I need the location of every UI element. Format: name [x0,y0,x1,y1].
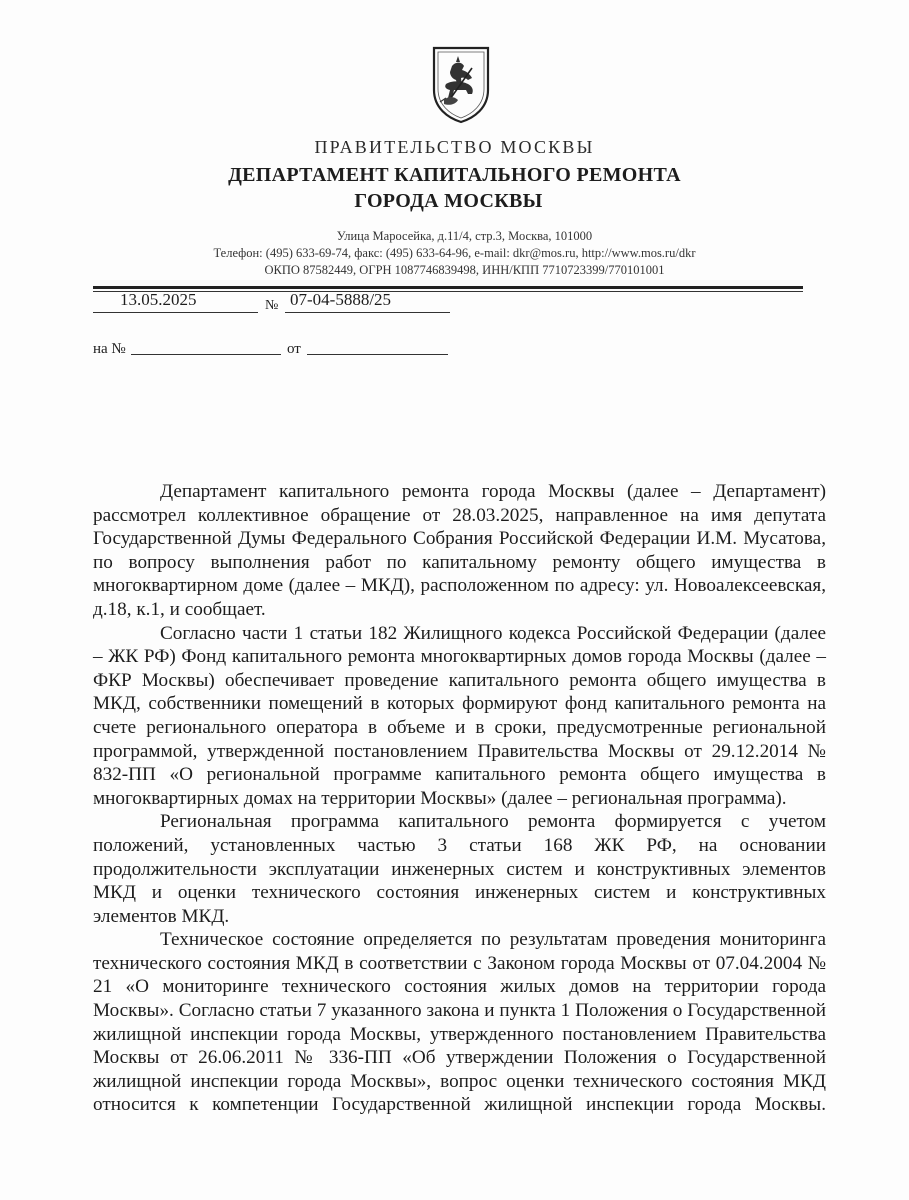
outgoing-number: 07-04-5888/25 [290,290,392,309]
number-underline [285,312,450,313]
number-label: № [265,298,279,313]
header-divider-thin [93,291,803,292]
department-name-line1: ДЕПАРТАМЕНТ КАПИТАЛЬНОГО РЕМОНТА [228,164,681,186]
moscow-coat-of-arms-icon [428,44,494,124]
letter-body [93,480,826,1117]
department-name-line2: ГОРОДА МОСКВЫ [354,190,543,212]
paragraph-2: Согласно части 1 статьи 182 Жилищного кодекса Российской Федерации (далее – ЖК РФ) Фонд капитального ремонта многоквартирных домов города Москвы (далее – ФКР Москвы) обеспечивает проведение капитального ремонта общего имущества в МКД, собственники помещений в которых формируют фонд капитального ремонта на счете регионального оператора в объеме и в сроки, предусмотренные региональной программой, утвержденной постановлением Правительства Москвы от 29.12.2014 № 832-ПП «О региональной программе капитального ремонта общего имущества в многоквартирных домах на территории Москвы» (далее – региональная программа). [93,622,826,809]
paragraph-4: Техническое состояние определяется по результатам проведения мониторинга технического состояния МКД в соответствии с Законом города Москвы от 07.04.2004 № 21 «О мониторинге технического состояния жилых домов на территории города Москвы». Согласно статьи 7 указанного закона и пункта 1 Положения о Государственной жилищной инспекции города Москвы, утвержденного постановлением Правительства Москвы от 26.06.2011 № 336-ПП «Об утверждении Положения о Государственной жилищной инспекции города Москвы», вопрос оценки технического состояния МКД относится к компетенции Государственной жилищной инспекции города Москвы. [93,929,826,1116]
paragraph-1: Департамент капитального ремонта города Москвы (далее – Департамент) рассмотрел коллективное обращение от 28.03.2025, направленное на имя депутата Государственной Думы Федерального Собрания Российской Федерации И.М. Мусатова, по вопросу выполнения работ по капитальному ремонту общего имущества в многоквартирном доме (далее – МКД), расположенном по адресу: ул. Новоалексеевская, д.18, к.1, и сообщает. [93,481,826,620]
reply-to-number-label: на № [93,341,126,357]
outgoing-date: 13.05.2025 [120,290,197,309]
header-divider [93,286,803,289]
department-registry-codes: ОКПО 87582449, ОГРН 1087746839498, ИНН/КПП 7710723399/770101001 [264,263,665,277]
reply-to-date-field [307,354,448,355]
department-address: Улица Маросейка, д.11/4, стр.3, Москва, 101000 [336,229,593,243]
department-contacts: Телефон: (495) 633-69-74, факс: (495) 633-64-96, e-mail: dkr@mos.ru, http://www.mos.ru/dkr [213,246,696,260]
paragraph-3: Региональная программа капитального ремонта формируется с учетом положений, установленных частью 3 статьи 168 ЖК РФ, на основании продолжительности эксплуатации инженерных систем и конструктивных элементов МКД и оценки технического состояния инженерных систем и конструктивных элементов МКД. [93,811,826,927]
reply-to-number-field [131,354,281,355]
reply-to-date-label: от [287,341,301,357]
government-name: ПРАВИТЕЛЬСТВО МОСКВЫ [314,137,595,157]
date-underline [93,312,258,313]
